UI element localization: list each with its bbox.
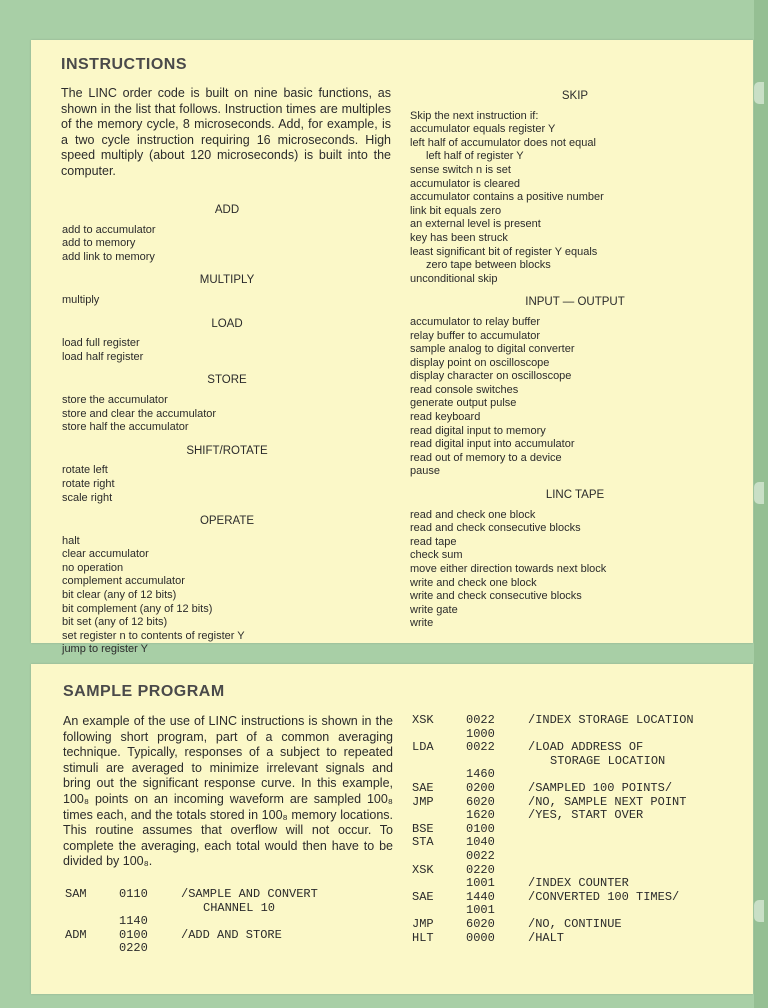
code-line: [412, 809, 742, 823]
code-listing-right: [412, 714, 742, 945]
instruction-item: add to memory: [62, 237, 136, 250]
code-line: [412, 850, 742, 864]
code-operand: 0000: [466, 930, 495, 945]
instruction-item: move either direction towards next block: [410, 563, 607, 575]
code-operand: 0100: [466, 821, 495, 836]
code-operand: 1440: [466, 889, 495, 904]
code-label: JMP: [412, 794, 434, 809]
code-comment: CHANNEL 10: [203, 900, 276, 915]
code-comment: /LOAD ADDRESS OF: [528, 740, 644, 755]
instruction-item: accumulator equals register Y: [410, 123, 556, 136]
code-operand: 6020: [466, 916, 495, 931]
code-operand: 0220: [466, 862, 495, 877]
section-title: SHIFT/ROTATE: [186, 444, 268, 457]
instructions-right-column: [410, 90, 740, 631]
code-label: SAE: [412, 889, 434, 904]
section-title: OPERATE: [199, 515, 255, 528]
code-comment: /ADD AND STORE: [181, 927, 282, 942]
code-label: STA: [412, 835, 434, 850]
instruction-item: read and check one block: [410, 508, 536, 521]
code-comment: /INDEX COUNTER: [528, 876, 629, 891]
binding-hole: [754, 900, 764, 922]
instructions-panel: [31, 40, 753, 656]
instruction-item: accumulator is cleared: [410, 177, 521, 190]
code-operand: 0022: [466, 740, 495, 755]
instruction-item: complement accumulator: [62, 575, 185, 588]
instruction-item: link bit equals zero: [410, 204, 502, 217]
code-operand: 1140: [119, 914, 148, 929]
instruction-item: store and clear the accumulator: [62, 407, 217, 420]
instruction-item: sample analog to digital converter: [410, 343, 575, 356]
instruction-item: key has been struck: [410, 231, 508, 244]
instruction-item: read console switches: [410, 383, 519, 396]
instruction-item: clear accumulator: [62, 548, 149, 561]
sample-program-intro: An example of the use of LINC instructions is shown in the following short program, part of a common averaging technique. Typically, responses of a subject to repeated stimuli are averaged to minimize irrelevant signals and bring out the significant response curve. In this example, 100₈ points on an incoming waveform are sampled 100₈ times each, and the totals stored in 100₈ memory locations. This routine assumes that overflow will not occur. To complete the averaging, each total would then have to be divided by 100₈.: [63, 714, 393, 869]
instruction-item: relay buffer to accumulator: [410, 329, 541, 342]
code-operand: 0200: [466, 780, 495, 795]
instruction-item: pause: [410, 465, 440, 478]
code-label: BSE: [412, 821, 434, 836]
instruction-item: zero tape between blocks: [426, 259, 551, 272]
page-edge-binding: [754, 0, 768, 1008]
code-operand: 1000: [466, 726, 495, 741]
code-line: [65, 942, 395, 956]
code-operand: 1040: [466, 835, 495, 850]
instruction-item: no operation: [62, 561, 124, 574]
code-line: [65, 929, 395, 943]
code-comment: /NO, CONTINUE: [528, 916, 622, 931]
sample-program-panel: [31, 664, 753, 994]
instruction-item: bit complement (any of 12 bits): [62, 602, 213, 615]
instruction-item: rotate left: [62, 464, 108, 477]
instruction-item: left half of accumulator does not equal: [410, 136, 596, 149]
code-line: [412, 823, 742, 837]
instruction-item: Skip the next instruction if:: [410, 109, 539, 122]
code-label: SAE: [412, 780, 434, 795]
code-line: [65, 888, 395, 902]
instruction-item: least significant bit of register Y equals: [410, 245, 598, 258]
instruction-item: write gate: [410, 603, 458, 616]
instruction-item: bit set (any of 12 bits): [62, 616, 168, 629]
code-line: [412, 714, 742, 728]
code-operand: 6020: [466, 794, 495, 809]
instruction-item: check sum: [410, 549, 463, 562]
instruction-item: generate output pulse: [410, 397, 517, 410]
instruction-item: write and check consecutive blocks: [410, 590, 582, 603]
code-comment: /NO, SAMPLE NEXT POINT: [528, 794, 687, 809]
code-operand: 0022: [466, 713, 495, 727]
code-line: [412, 877, 742, 891]
instructions-heading: INSTRUCTIONS: [61, 56, 187, 73]
instruction-item: multiply: [62, 293, 100, 306]
instruction-item: store half the accumulator: [62, 421, 189, 434]
code-line: [65, 902, 395, 916]
code-line: [412, 741, 742, 755]
instruction-item: read keyboard: [410, 411, 481, 424]
instruction-item: accumulator contains a positive number: [410, 191, 604, 204]
code-label: HLT: [412, 930, 434, 945]
instruction-item: display character on oscilloscope: [410, 370, 572, 383]
instruction-item: write and check one block: [410, 576, 537, 589]
section-title: INPUT — OUTPUT: [525, 296, 625, 309]
code-line: [412, 768, 742, 782]
code-line: [412, 728, 742, 742]
code-comment: /INDEX STORAGE LOCATION: [528, 713, 694, 727]
instruction-item: accumulator to relay buffer: [410, 315, 541, 328]
instruction-item: set register n to contents of register Y: [62, 629, 245, 642]
code-line: [412, 891, 742, 905]
code-operand: 1620: [466, 808, 495, 823]
section-title: STORE: [207, 374, 247, 387]
instruction-item: write: [410, 617, 434, 630]
code-operand: 0022: [466, 848, 495, 863]
instruction-item: read tape: [410, 535, 457, 548]
instruction-item: left half of register Y: [426, 150, 524, 163]
code-line: [412, 836, 742, 850]
instruction-item: unconditional skip: [410, 272, 498, 285]
code-line: [412, 932, 742, 946]
code-label: LDA: [412, 740, 434, 755]
code-comment: /SAMPLED 100 POINTS/: [528, 780, 673, 795]
code-operand: 0110: [119, 887, 148, 901]
instruction-item: display point on oscilloscope: [410, 356, 550, 369]
instructions-left-column: [62, 204, 392, 657]
binding-hole: [754, 82, 764, 104]
code-line: [412, 782, 742, 796]
instruction-item: add link to memory: [62, 250, 155, 263]
code-operand: 0220: [119, 941, 148, 956]
code-operand: 1001: [466, 876, 495, 891]
instruction-item: store the accumulator: [62, 393, 168, 406]
code-listing-left: [65, 888, 395, 956]
code-line: [412, 755, 742, 769]
section-title: LINC TAPE: [545, 489, 605, 502]
instruction-item: bit clear (any of 12 bits): [62, 589, 177, 602]
instruction-item: read out of memory to a device: [410, 451, 562, 464]
instruction-item: rotate right: [62, 477, 115, 490]
instruction-item: sense switch n is set: [410, 163, 511, 176]
code-line: [412, 918, 742, 932]
code-comment: /CONVERTED 100 TIMES/: [528, 889, 680, 904]
code-line: [412, 796, 742, 810]
instruction-item: read digital input into accumulator: [410, 438, 575, 451]
code-line: [412, 904, 742, 918]
code-label: JMP: [412, 916, 434, 931]
section-title: ADD: [214, 204, 240, 216]
instruction-item: read digital input to memory: [410, 424, 546, 437]
sample-program-heading: SAMPLE PROGRAM: [63, 683, 225, 700]
section-title: LOAD: [211, 317, 243, 330]
instruction-item: read and check consecutive blocks: [410, 522, 581, 535]
code-line: [65, 915, 395, 929]
instruction-item: halt: [62, 534, 80, 547]
binding-hole: [754, 482, 764, 504]
instruction-item: load full register: [62, 337, 140, 350]
code-comment: STORAGE LOCATION: [550, 753, 666, 768]
code-comment: /SAMPLE AND CONVERT: [181, 887, 318, 901]
code-operand: 0100: [119, 927, 148, 942]
code-comment: /YES, START OVER: [528, 808, 644, 823]
instruction-item: add to accumulator: [62, 223, 156, 236]
code-label: XSK: [412, 713, 434, 727]
section-title: SKIP: [561, 90, 589, 102]
code-label: SAM: [65, 887, 87, 901]
instructions-intro: The LINC order code is built on nine basic functions, as shown in the list that follows. Instruction times are multiples of the memory cycle, 8 microseconds. Add, for example, is a two cycle instruction requiring 16 microseconds. High speed multiply (about 120 microseconds) is built into the computer.: [61, 86, 391, 178]
instruction-item: load half register: [62, 350, 144, 363]
code-line: [412, 864, 742, 878]
code-operand: 1001: [466, 903, 495, 918]
code-label: XSK: [412, 862, 434, 877]
instruction-item: scale right: [62, 491, 113, 504]
instruction-item: jump to register Y: [62, 643, 149, 656]
section-title: MULTIPLY: [199, 274, 255, 287]
code-comment: /HALT: [528, 930, 565, 945]
code-operand: 1460: [466, 767, 495, 782]
instruction-item: an external level is present: [410, 218, 541, 231]
code-label: ADM: [65, 927, 87, 942]
